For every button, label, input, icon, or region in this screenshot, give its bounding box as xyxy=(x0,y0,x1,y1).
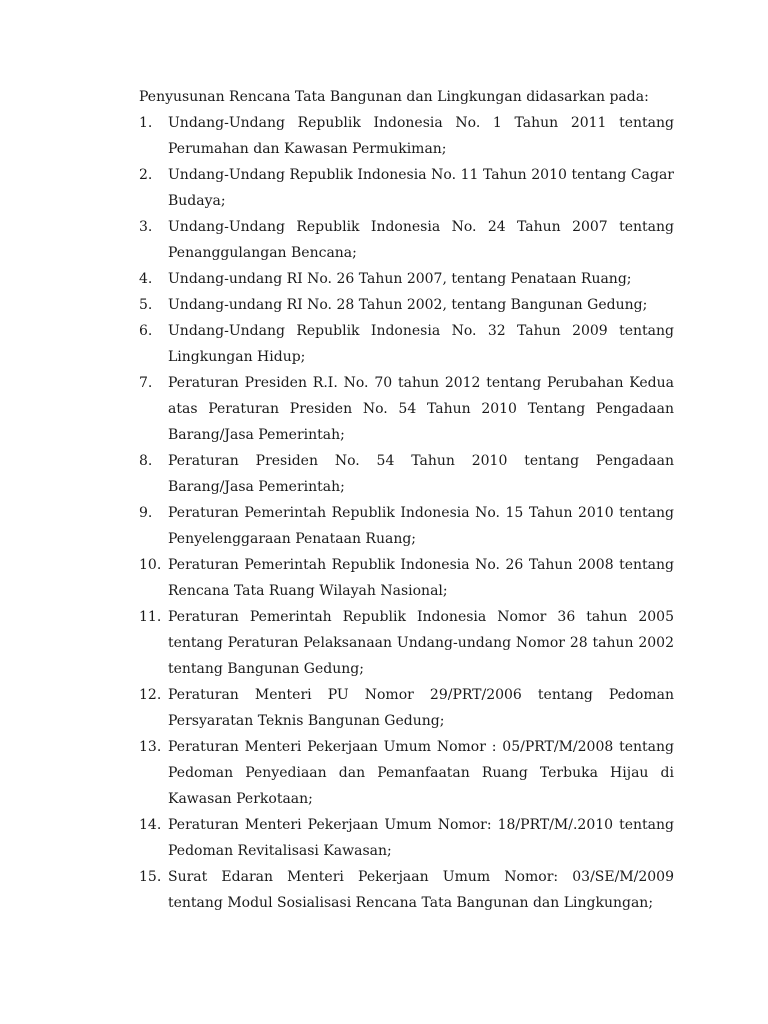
list-item xyxy=(139,500,674,552)
item-text: Peraturan Presiden R.I. No. 70 tahun 2012 tentang Perubahan Kedua atas Peraturan Presiden No. 54 Tahun 2010 Tentang Pengadaan Barang/Jasa Pemerintah; xyxy=(168,375,674,443)
item-number: 3. xyxy=(139,219,153,235)
item-number: 6. xyxy=(139,323,153,339)
item-number: 4. xyxy=(139,271,153,287)
document-page xyxy=(139,84,674,916)
item-number: 7. xyxy=(139,375,153,391)
item-number: 11. xyxy=(139,609,162,625)
item-number: 12. xyxy=(139,687,162,703)
item-number: 2. xyxy=(139,167,153,183)
item-text: Peraturan Pemerintah Republik Indonesia No. 15 Tahun 2010 tentang Penyelenggaraan Penataan Ruang; xyxy=(168,505,674,547)
item-text: Surat Edaran Menteri Pekerjaan Umum Nomor: 03/SE/M/2009 tentang Modul Sosialisasi Rencana Tata Bangunan dan Lingkungan; xyxy=(168,869,674,911)
list-item xyxy=(139,448,674,500)
item-text: Undang-undang RI No. 26 Tahun 2007, tentang Penataan Ruang; xyxy=(168,271,632,287)
list-item xyxy=(139,682,674,734)
item-text: Peraturan Menteri Pekerjaan Umum Nomor: 18/PRT/M/.2010 tentang Pedoman Revitalisasi Kawasan; xyxy=(168,817,674,859)
list-item xyxy=(139,292,674,318)
item-number: 8. xyxy=(139,453,153,469)
item-number: 14. xyxy=(139,817,162,833)
intro-paragraph: Penyusunan Rencana Tata Bangunan dan Lingkungan didasarkan pada: xyxy=(139,89,649,105)
item-text: Peraturan Menteri PU Nomor 29/PRT/2006 tentang Pedoman Persyaratan Teknis Bangunan Gedung; xyxy=(168,687,674,729)
item-number: 5. xyxy=(139,297,153,313)
item-text: Undang-Undang Republik Indonesia No. 1 Tahun 2011 tentang Perumahan dan Kawasan Permukiman; xyxy=(168,115,674,157)
item-text: Undang-Undang Republik Indonesia No. 11 Tahun 2010 tentang Cagar Budaya; xyxy=(168,167,674,209)
list-item xyxy=(139,864,674,916)
item-text: Undang-undang RI No. 28 Tahun 2002, tentang Bangunan Gedung; xyxy=(168,297,648,313)
item-text: Peraturan Pemerintah Republik Indonesia Nomor 36 tahun 2005 tentang Peraturan Pelaksanaan Undang-undang Nomor 28 tahun 2002 tentang Bangunan Gedung; xyxy=(168,609,674,677)
item-text: Peraturan Presiden No. 54 Tahun 2010 tentang Pengadaan Barang/Jasa Pemerintah; xyxy=(168,453,674,495)
list-item xyxy=(139,812,674,864)
item-text: Peraturan Pemerintah Republik Indonesia No. 26 Tahun 2008 tentang Rencana Tata Ruang Wilayah Nasional; xyxy=(168,557,674,599)
item-text: Undang-Undang Republik Indonesia No. 24 Tahun 2007 tentang Penanggulangan Bencana; xyxy=(168,219,674,261)
list-item xyxy=(139,318,674,370)
list-item xyxy=(139,214,674,266)
item-text: Peraturan Menteri Pekerjaan Umum Nomor : 05/PRT/M/2008 tentang Pedoman Penyediaan dan Pemanfaatan Ruang Terbuka Hijau di Kawasan Perkotaan; xyxy=(168,739,674,807)
list-item xyxy=(139,370,674,448)
item-number: 1. xyxy=(139,115,153,131)
list-item xyxy=(139,734,674,812)
list-item xyxy=(139,162,674,214)
item-text: Undang-Undang Republik Indonesia No. 32 Tahun 2009 tentang Lingkungan Hidup; xyxy=(168,323,674,365)
regulation-list xyxy=(139,110,674,916)
list-item xyxy=(139,266,674,292)
list-item xyxy=(139,552,674,604)
list-item xyxy=(139,604,674,682)
item-number: 13. xyxy=(139,739,162,755)
item-number: 15. xyxy=(139,869,162,885)
list-item xyxy=(139,110,674,162)
item-number: 10. xyxy=(139,557,162,573)
item-number: 9. xyxy=(139,505,153,521)
